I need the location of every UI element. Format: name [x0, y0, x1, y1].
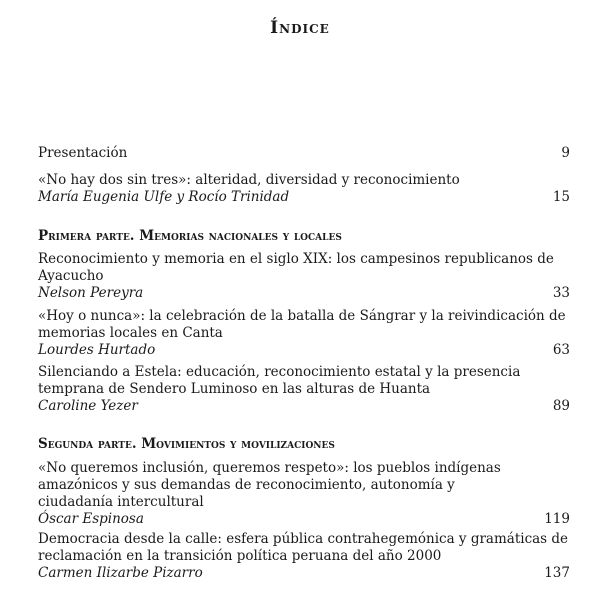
toc-entry-title: Democracia desde la calle: esfera pública contrahegemónica y gramáticas de reclamación en la transición política peruana del año 2000 — [38, 531, 569, 564]
toc-entry-page: 9 — [561, 145, 570, 161]
toc-entry-introduccion — [38, 172, 570, 206]
toc-entry-title: Presentación — [38, 145, 128, 161]
part-heading-primera: Primera parte. Memorias nacionales y locales — [38, 228, 342, 244]
toc-entry-presentacion — [38, 145, 570, 162]
toc-entry-author: Carmen Ilizarbe Pizarro — [38, 565, 203, 581]
toc-entry-page: 119 — [544, 511, 570, 527]
toc-entry-page: 63 — [552, 342, 570, 358]
toc-entry-yezer — [38, 364, 570, 415]
toc-entry-author: María Eugenia Ulfe y Rocío Trinidad — [38, 189, 290, 205]
toc-entry-hurtado — [38, 308, 570, 359]
toc-entry-page: 89 — [552, 398, 570, 414]
toc-entry-pereyra — [38, 251, 570, 302]
toc-entry-title: «Hoy o nunca»: la celebración de la batalla de Sángrar y la reivindicación de memorias locales en Canta — [38, 308, 566, 341]
toc-entry-author: Óscar Espinosa — [38, 511, 144, 527]
toc-entry-title: «No queremos inclusión, queremos respeto»: los pueblos indígenas amazónicos y sus demandas de reconocimiento, autonomía y ciudadanía intercultural — [38, 460, 501, 510]
page-title: Índice — [270, 18, 330, 38]
toc-entry-page: 137 — [544, 565, 570, 581]
toc-entry-espinosa — [38, 460, 570, 528]
toc-entry-title: Silenciando a Estela: educación, reconocimiento estatal y la presencia temprana de Sendero Luminoso en las alturas de Huanta — [38, 364, 521, 397]
toc-entry-ilizarbe — [38, 531, 570, 582]
toc-entry-author: Lourdes Hurtado — [38, 342, 156, 358]
toc-entry-author: Nelson Pereyra — [38, 285, 144, 301]
toc-entry-page: 33 — [552, 285, 570, 301]
toc-entry-page: 15 — [552, 189, 570, 205]
toc-entry-author: Caroline Yezer — [38, 398, 138, 414]
toc-entry-title: «No hay dos sin tres»: alteridad, diversidad y reconocimiento — [38, 172, 460, 188]
part-heading-segunda: Segunda parte. Movimientos y movilizaciones — [38, 436, 335, 452]
toc-entry-title: Reconocimiento y memoria en el siglo XIX: los campesinos republicanos de Ayacucho — [38, 251, 554, 284]
